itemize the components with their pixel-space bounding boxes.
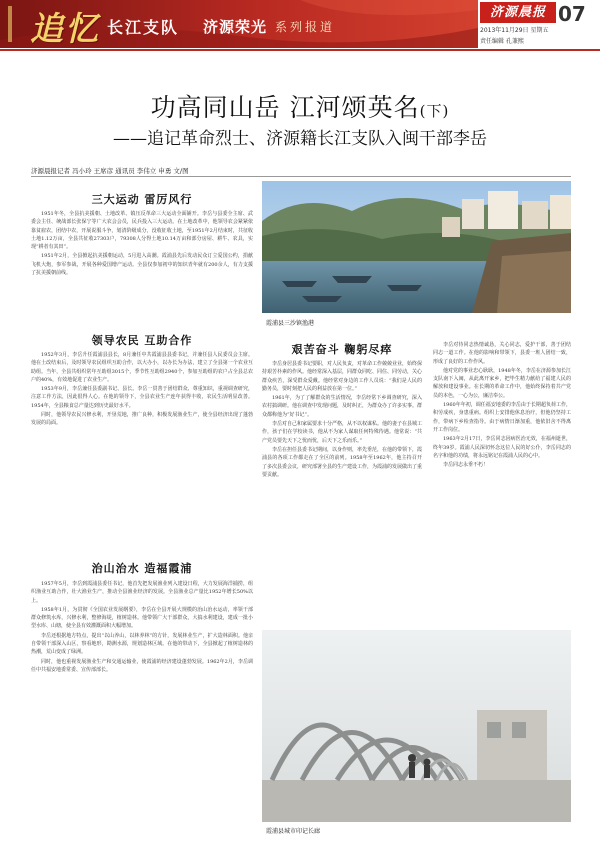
section-body-1 <box>31 210 253 318</box>
section-body-3 <box>31 580 253 830</box>
paragraph: 1963年2月17日，李岳同志因病医治无效，在福州逝世，终年39岁。霞浦人民深切怀念这位人民的好公仆，李岳同志的名字和他的功绩，将永远铭记在霞浦人民的心中。 <box>433 436 571 459</box>
header-divider <box>0 49 600 51</box>
paragraph: 1957年5月，李岳到霞浦县委任书记，他首先把发展渔业列入建设日程，大力发展海洋捕捞，组织渔业互助合作，壮大渔业生产，推动全县渔业经济的发展。全县渔业总产量比1952年增长50%以上。 <box>31 581 253 604</box>
photo-caption-2: 霞浦县城市印记长廊 <box>266 828 321 835</box>
page-number: 07 <box>558 2 586 26</box>
banner-big-title: 追忆 <box>30 9 100 48</box>
section-body-4 <box>262 360 422 622</box>
page-header <box>0 0 600 48</box>
paragraph: 1953年9月，李岳兼任县委副书记、县长。李岳一贯善于团结群众、尊重知识，重视调查研究，注意工作方法，因此很得人心。在他的领导下，全县农业生产连年获得丰收，农民生活明显改善。1954年，全县粮食总产量达到历史最好水平。 <box>31 386 253 409</box>
banner-series-name: 长江支队 <box>107 18 180 37</box>
section-heading-2: 领导农民 互助合作 <box>91 334 193 347</box>
photo-memory-corridor <box>262 630 571 822</box>
issue-date: 2013年11月29日 星期五 <box>480 27 549 34</box>
section-body-2 <box>31 351 253 549</box>
section-body-5 <box>433 341 571 624</box>
fishing-port-image <box>262 181 571 313</box>
section-heading-1: 三大运动 雷厉风行 <box>91 193 193 206</box>
paragraph: 1960年年初，调任福安地委的李岳由于长期超负荷工作，积劳成疾，身患重病。组织上安排他休息治疗，但他仍坚持工作，带病下乡检查指导。由于病情日渐加重，他依旧舍不得离开工作岗位。 <box>433 402 571 433</box>
article-title-text: 功高同山岳 江河颂英名 <box>150 93 420 122</box>
photo-fishing-port <box>262 181 571 313</box>
byline-divider <box>31 176 571 177</box>
paragraph: 1951年冬，全县抗美援朝、土地改革、镇压反革命三大运动全面铺开。李岳与县委全主席、武委会主任、统战部长张保宁等广大农会会员，民兵投入三大运动。在土地改革中，他领导农会紧紧依靠贫雇农，团结中农，开展说服斗争，划清阶级成分，没收征收土地，至1951年2月结束时，共征收土地1.12万亩，全县共征收27303户，79308人分得土地10.14万亩和部分房屋、耕牛、农具，实现“耕者有其田”。 <box>31 211 253 251</box>
article-subtitle: ——追记革命烈士、济源籍长江支队入闽干部李岳 <box>113 129 487 149</box>
section-heading-4: 艰苦奋斗 鞠躬尽瘁 <box>291 343 393 356</box>
photo-caption-1: 霞浦县三沙镇渔港 <box>266 320 315 327</box>
article-byline: 济源晨报记者 冯小玲 王席彦 通讯员 李伟立 申勇 文/图 <box>31 167 189 175</box>
paragraph: 同时，他也重视发展渔业生产和交通运输业，使霞浦的经济建设蓬勃发展。1962年2月，李岳调任中共福安地委常委、宣传部部长。 <box>31 658 253 673</box>
paragraph: 同时，他领导农民兴修水利，开垦荒地，推广良种，积极发展渔业生产，使全县经济出现了蓬勃发展的局面。 <box>31 412 253 427</box>
paragraph: 李岳对待同志热情诚恳，关心同志，爱护干部，善于团结同志一道工作。在他的影响和带领下，县委一班人团结一致，形成了良好的工作作风。 <box>433 342 571 365</box>
paragraph: 李岳同志永垂不朽！ <box>443 462 489 469</box>
paragraph: 李岳身居县委书记要职，对人民负责，对革命工作兢兢业业，始终保持艰苦朴素的作风。他经常深入基层，同群众同吃、同住、同劳动，关心群众疾苦，深受群众爱戴。他经常对身边的工作人员说：“我们是人民的勤务员，要时刻把人民的利益放在第一位。” <box>262 361 422 392</box>
banner-tag: 系列报道 <box>275 20 336 34</box>
paragraph: 李岳还根据地方特点，提出“以山养山，以林养林”的方针，发展林业生产，扩大造林面积。他亲自带领干部深入山区，察看地形，勘测水源，规划造林区域。在他的带动下，全县掀起了植树造林的热潮，荒山变成了绿洲。 <box>31 632 253 656</box>
series-banner <box>0 0 478 48</box>
paragraph: 1958年1月，为贯彻《全国农业发展纲要》，李岳在全县开展大规模的治山治水运动，率领干部群众修筑水库，兴修水利，整修海堤，植树造林。他带领广大干部群众，大搞水利建设，建成一批小型水库、山塘，使全县有效灌溉面积大幅增加。 <box>31 606 253 630</box>
banner-topic: 济源荣光 <box>203 18 268 36</box>
article-title-suffix: (下) <box>419 102 450 120</box>
paragraph: 他对党的事业忠心耿耿，1948年冬，李岳在济源参加长江支队南下入闽，从此离开家乡，把毕生精力献给了福建人民的解放和建设事业。在长期的革命工作中，他始终保持着共产党员的本色，一心为公，廉洁奉公。 <box>433 367 571 399</box>
newspaper-masthead: 济源晨报 <box>480 2 556 23</box>
memory-corridor-image <box>262 630 571 822</box>
paragraph: 1951年2月，全县掀起抗美援朝运动，5月进入高潮。霞浦县先后发动民众订立爱国公约，捐献飞机大炮，参军参战，开展各种爱国增产运动。全县仅参加初中的知识青年就有200余人，有力支援了抗美援朝前线。 <box>31 253 253 277</box>
paragraph: 李岳对自己和家属要求十分严格，从不以权谋私。他的妻子在县城工作，孩子们在学校读书，他从不为家人谋取任何特殊待遇。他常说：“共产党员要先天下之忧而忧，后天下之乐而乐。” <box>262 421 422 444</box>
paragraph: 1961年，为了了解群众的生活情况，李岳经常下乡调查研究，深入农村搞调研。他在调查中发现问题，及时纠正，为群众办了许多实事。群众都称他为“好书记”。 <box>262 395 422 418</box>
paragraph: 李岳在担任县委书记期间，以身作则，率先垂范，在他的带领下，霞浦县的各项工作都走在了全区的前列。1958年至1962年，他主持召开了多次县委会议，研究部署全县的生产建设工作，为霞浦的发展做出了重要贡献。 <box>262 446 422 478</box>
article-title <box>0 88 600 124</box>
paragraph: 1952年3月，李岳升任霞浦县县长，8月兼任中共霞浦县县委书记，并兼任县人民委员会主席。他在土改结束后，及时领导农民组织互助合作，以大办小，以办长为办法，建立了全县第一个农业互助组。当年，全县共组织常年互助组3015个，季节性互助组2940个，参加互助组的农户占全县总农户的40%，有效地促进了农业生产。 <box>31 352 253 383</box>
section-heading-3: 治山治水 造福霞浦 <box>91 562 193 575</box>
editor-credit: 责任编辑 孔兼熙 <box>480 38 524 45</box>
